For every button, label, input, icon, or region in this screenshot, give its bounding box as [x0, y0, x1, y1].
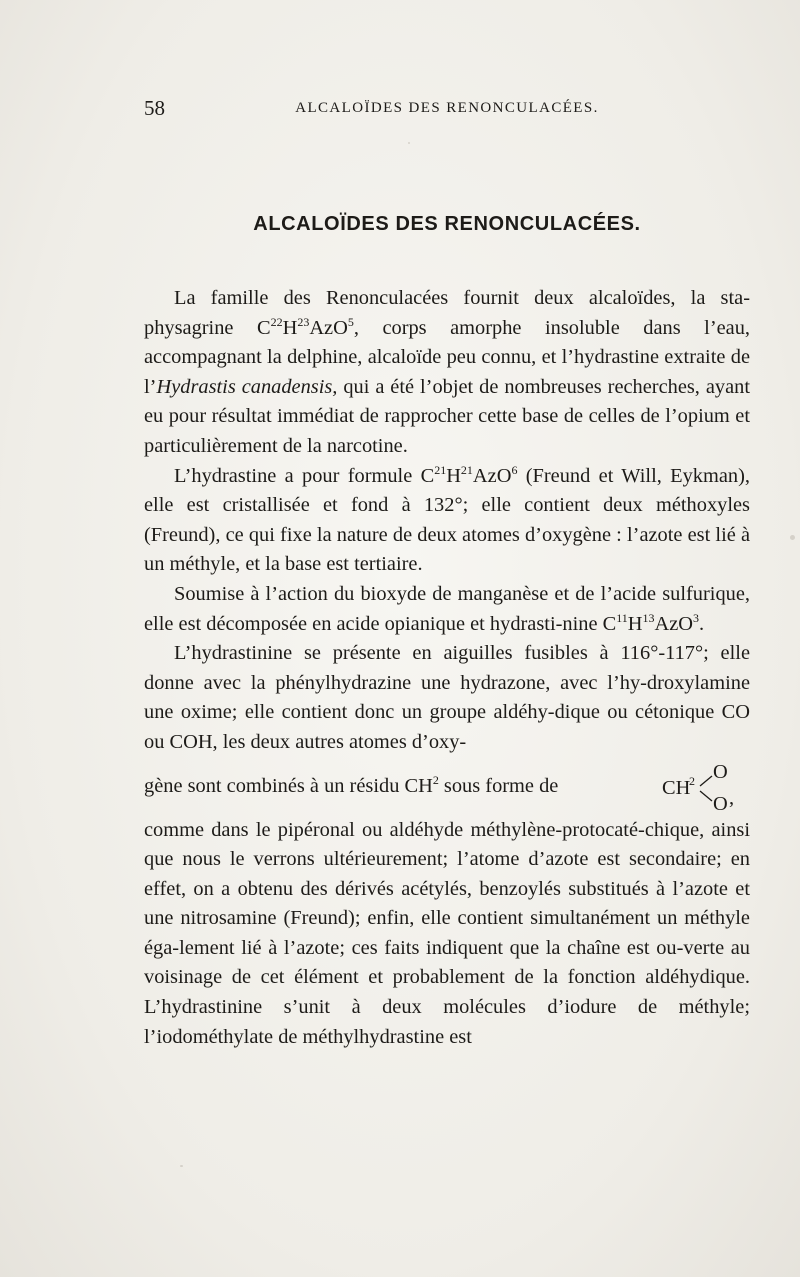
- body-text: [144, 284, 750, 1052]
- paragraph-3: Soumise à l’action du bioxyde de manganèse et de l’acide sulfurique, elle est décomposée en acide opianique et hydrasti-nine $C^{11}H^{13}AzO^3$.: [144, 582, 750, 635]
- paragraph-4-continued: comme dans le pipéronal ou aldéhyde méthylène-protocaté-chique, ainsi que nous le verrons ultérieurement; l’atome d’azote est secondaire; en effet, on a obtenu des dérivés acétylés, benzoylés substitués à l’azote et une nitrosamine (Freund); enfin, elle contient simultanément un méthyle éga-lement lié à l’azote; ces faits indiquent que la chaîne est ou-verte au voisinage de cet élément et probablement de la fonction aldéhydique. L’hydrastinine s’unit à deux molécules d’iodure de méthyle; l’iodométhylate de méthylhydrastine est: [144, 818, 750, 1048]
- species-name: Hydrastis canadensis,: [156, 375, 338, 398]
- paragraph-2: L’hydrastine a pour formule $C^{21}H^{21}AzO^6$ (Freund et Will, Eykman), elle est cristallisée et fond à 132°; elle contient deux méthoxyles (Freund), ce qui fixe la nature de deux atomes d’oxygène : l’azote est lié à un méthyle, et la base est tertiaire.: [144, 462, 750, 576]
- running-title: ALCALOÏDES DES RENONCULACÉES.: [295, 100, 599, 116]
- formula-oxygen-bottom: O: [713, 792, 728, 815]
- formula-line-text: gène sont combinés à un résidu $CH^2$ sous forme de: [144, 772, 559, 797]
- formula-line: [144, 758, 750, 816]
- paper-speck: [180, 1165, 183, 1167]
- formula-bond-bottom: [700, 791, 712, 801]
- paragraph-1: La famille des Renonculacées fournit deux alcaloïdes, la sta-physagrine $C^{22}H^{23}AzO^5$, corps amorphe insoluble dans l’eau, accompagnant la delphine, alcaloïde peu connu, et l’hydrastine extraite de l’Hydrastis canadensis, qui a été l’objet de nombreuses recherches, ayant eu pour résultat immédiat de rapprocher cette base de celles de l’opium et particulièrement de la narcotine.: [144, 287, 751, 457]
- paper-speck: [408, 142, 410, 144]
- formula-base: CH: [662, 776, 691, 799]
- formula-bond-top: [700, 776, 712, 786]
- formula-comma: ,: [729, 786, 735, 809]
- paper-speck: [790, 535, 795, 540]
- chapter-title: ALCALOÏDES DES RENONCULACÉES.: [253, 213, 641, 235]
- paragraph-4: L’hydrastinine se présente en aiguilles fusibles à 116°-117°; elle donne avec la phénylhydrazine une hydrazone, avec l’hy-droxylamine une oxime; elle contient donc un groupe aldéhy-dique ou cétonique CO ou COH, les deux autres atomes d’oxy-: [144, 642, 750, 753]
- formula-oxygen-top: O: [713, 760, 728, 783]
- methylenedioxy-formula: [662, 758, 748, 816]
- formula-subscript: 2: [689, 773, 695, 788]
- running-head: [144, 96, 750, 120]
- page-number: 58: [144, 96, 165, 120]
